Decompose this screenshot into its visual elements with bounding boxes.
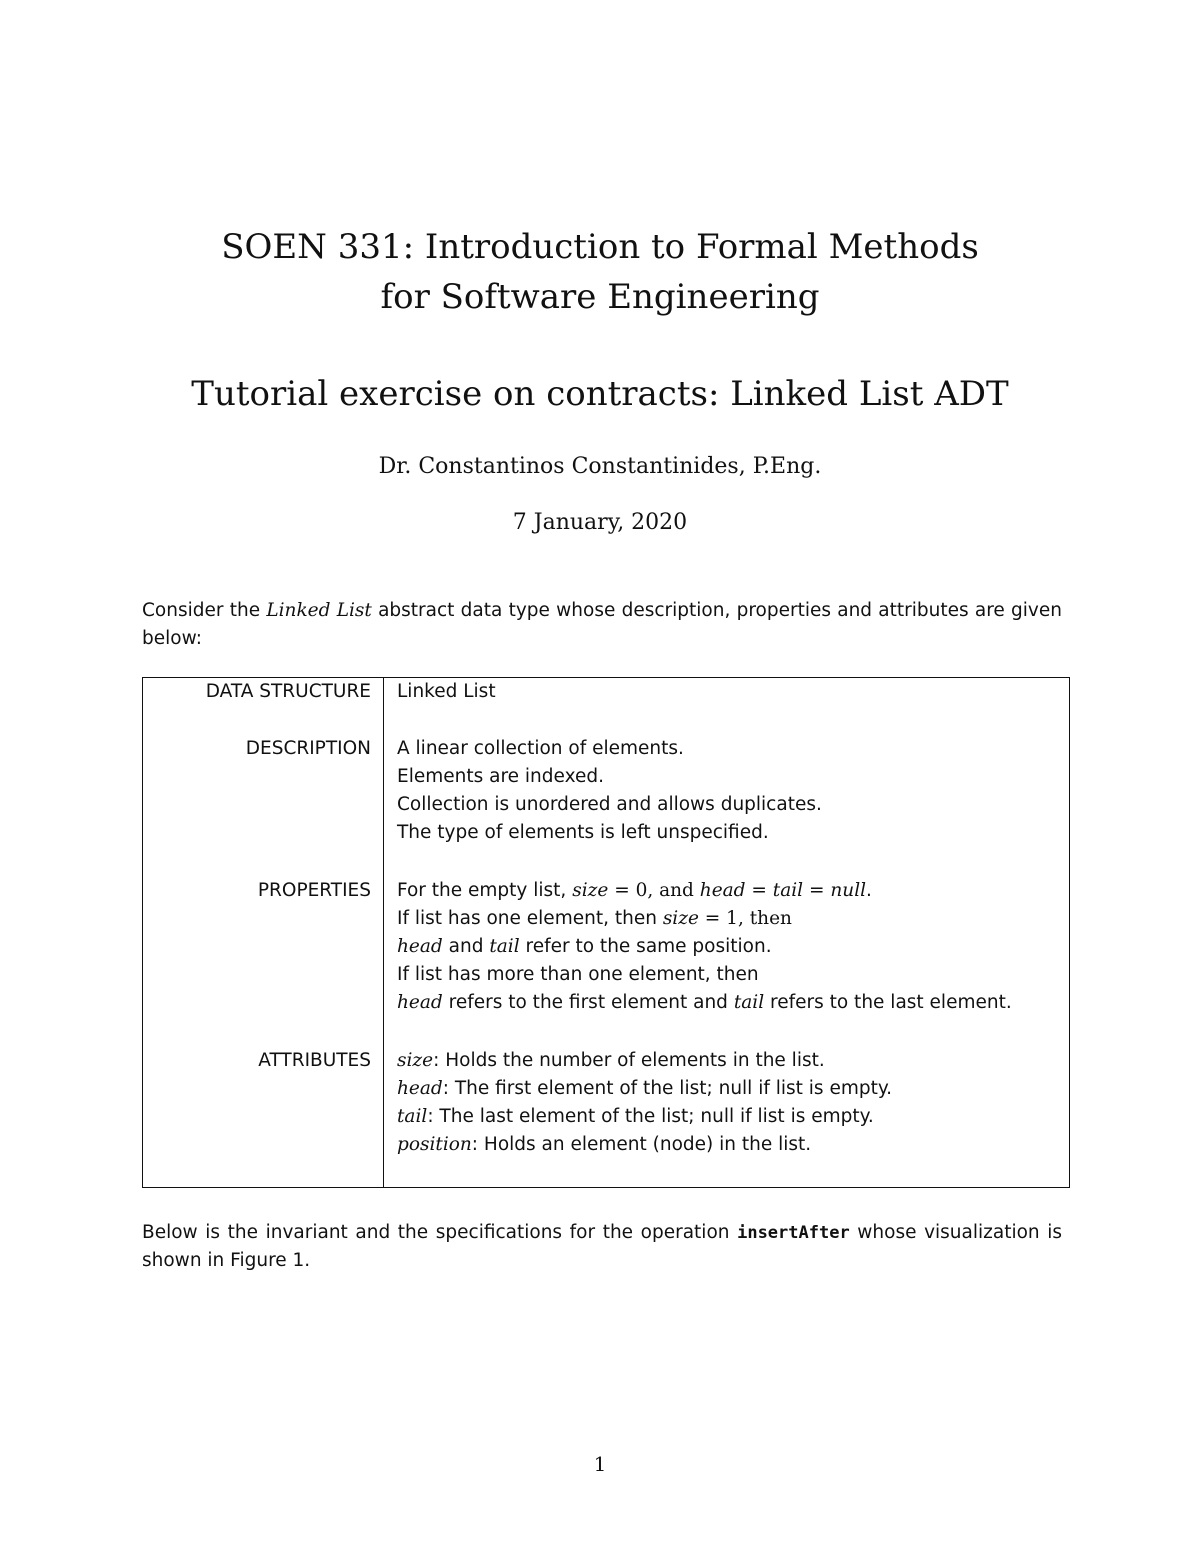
attribute-line: tail: The last element of the list; null if list is empty. [397,1106,874,1127]
label-description: DESCRIPTION [245,738,371,759]
properties-line: If list has one element, then size = 1, then [397,908,792,929]
properties-line: For the empty list, size = 0, and head = tail = null. [397,880,872,901]
attribute-line: head: The first element of the list; null if list is empty. [397,1078,893,1099]
label-attributes: ATTRIBUTES [258,1050,371,1071]
value-description [397,735,1067,847]
label-properties: PROPERTIES [257,880,371,901]
intro-emphasis: Linked List [266,600,372,621]
description-line: The type of elements is left unspecified. [397,822,769,843]
value-properties [397,877,1067,1017]
description-line: A linear collection of elements. [397,738,684,759]
label-data-structure: DATA STRUCTURE [205,681,371,702]
title-line-2: for Software Engineering [380,277,820,317]
operation-code: insertAfter [737,1223,850,1243]
author: Dr. Constantinos Constantinides, P.Eng. [378,454,822,479]
description-line: Collection is unordered and allows duplicates. [397,794,822,815]
table-column-divider [383,678,384,1187]
properties-line: head and tail refer to the same position. [397,936,772,957]
value-attributes [397,1047,1067,1159]
properties-line: head refers to the first element and tail refers to the last element. [397,992,1012,1013]
intro-text-after: abstract data type whose description, properties and attributes are given below: [142,600,1062,649]
outro-paragraph [142,1219,1062,1275]
date: 7 January, 2020 [512,510,688,535]
outro-text-after: whose visualization is shown in Figure 1. [142,1222,1063,1271]
properties-line: If list has more than one element, then [397,964,759,985]
title-line-1: SOEN 331: Introduction to Formal Methods [221,227,979,267]
attribute-line: position: Holds an element (node) in the list. [397,1134,812,1155]
outro-text-before: Below is the invariant and the specifications for the operation [142,1222,738,1243]
attribute-line: size: Holds the number of elements in the list. [397,1050,825,1071]
subtitle: Tutorial exercise on contracts: Linked List ADT [191,374,1009,414]
value-data-structure: Linked List [397,681,496,702]
adt-table [142,677,1070,1188]
description-line: Elements are indexed. [397,766,604,787]
page-number: 1 [593,1452,607,1476]
intro-paragraph [142,597,1062,653]
intro-text-before: Consider the [142,600,267,621]
